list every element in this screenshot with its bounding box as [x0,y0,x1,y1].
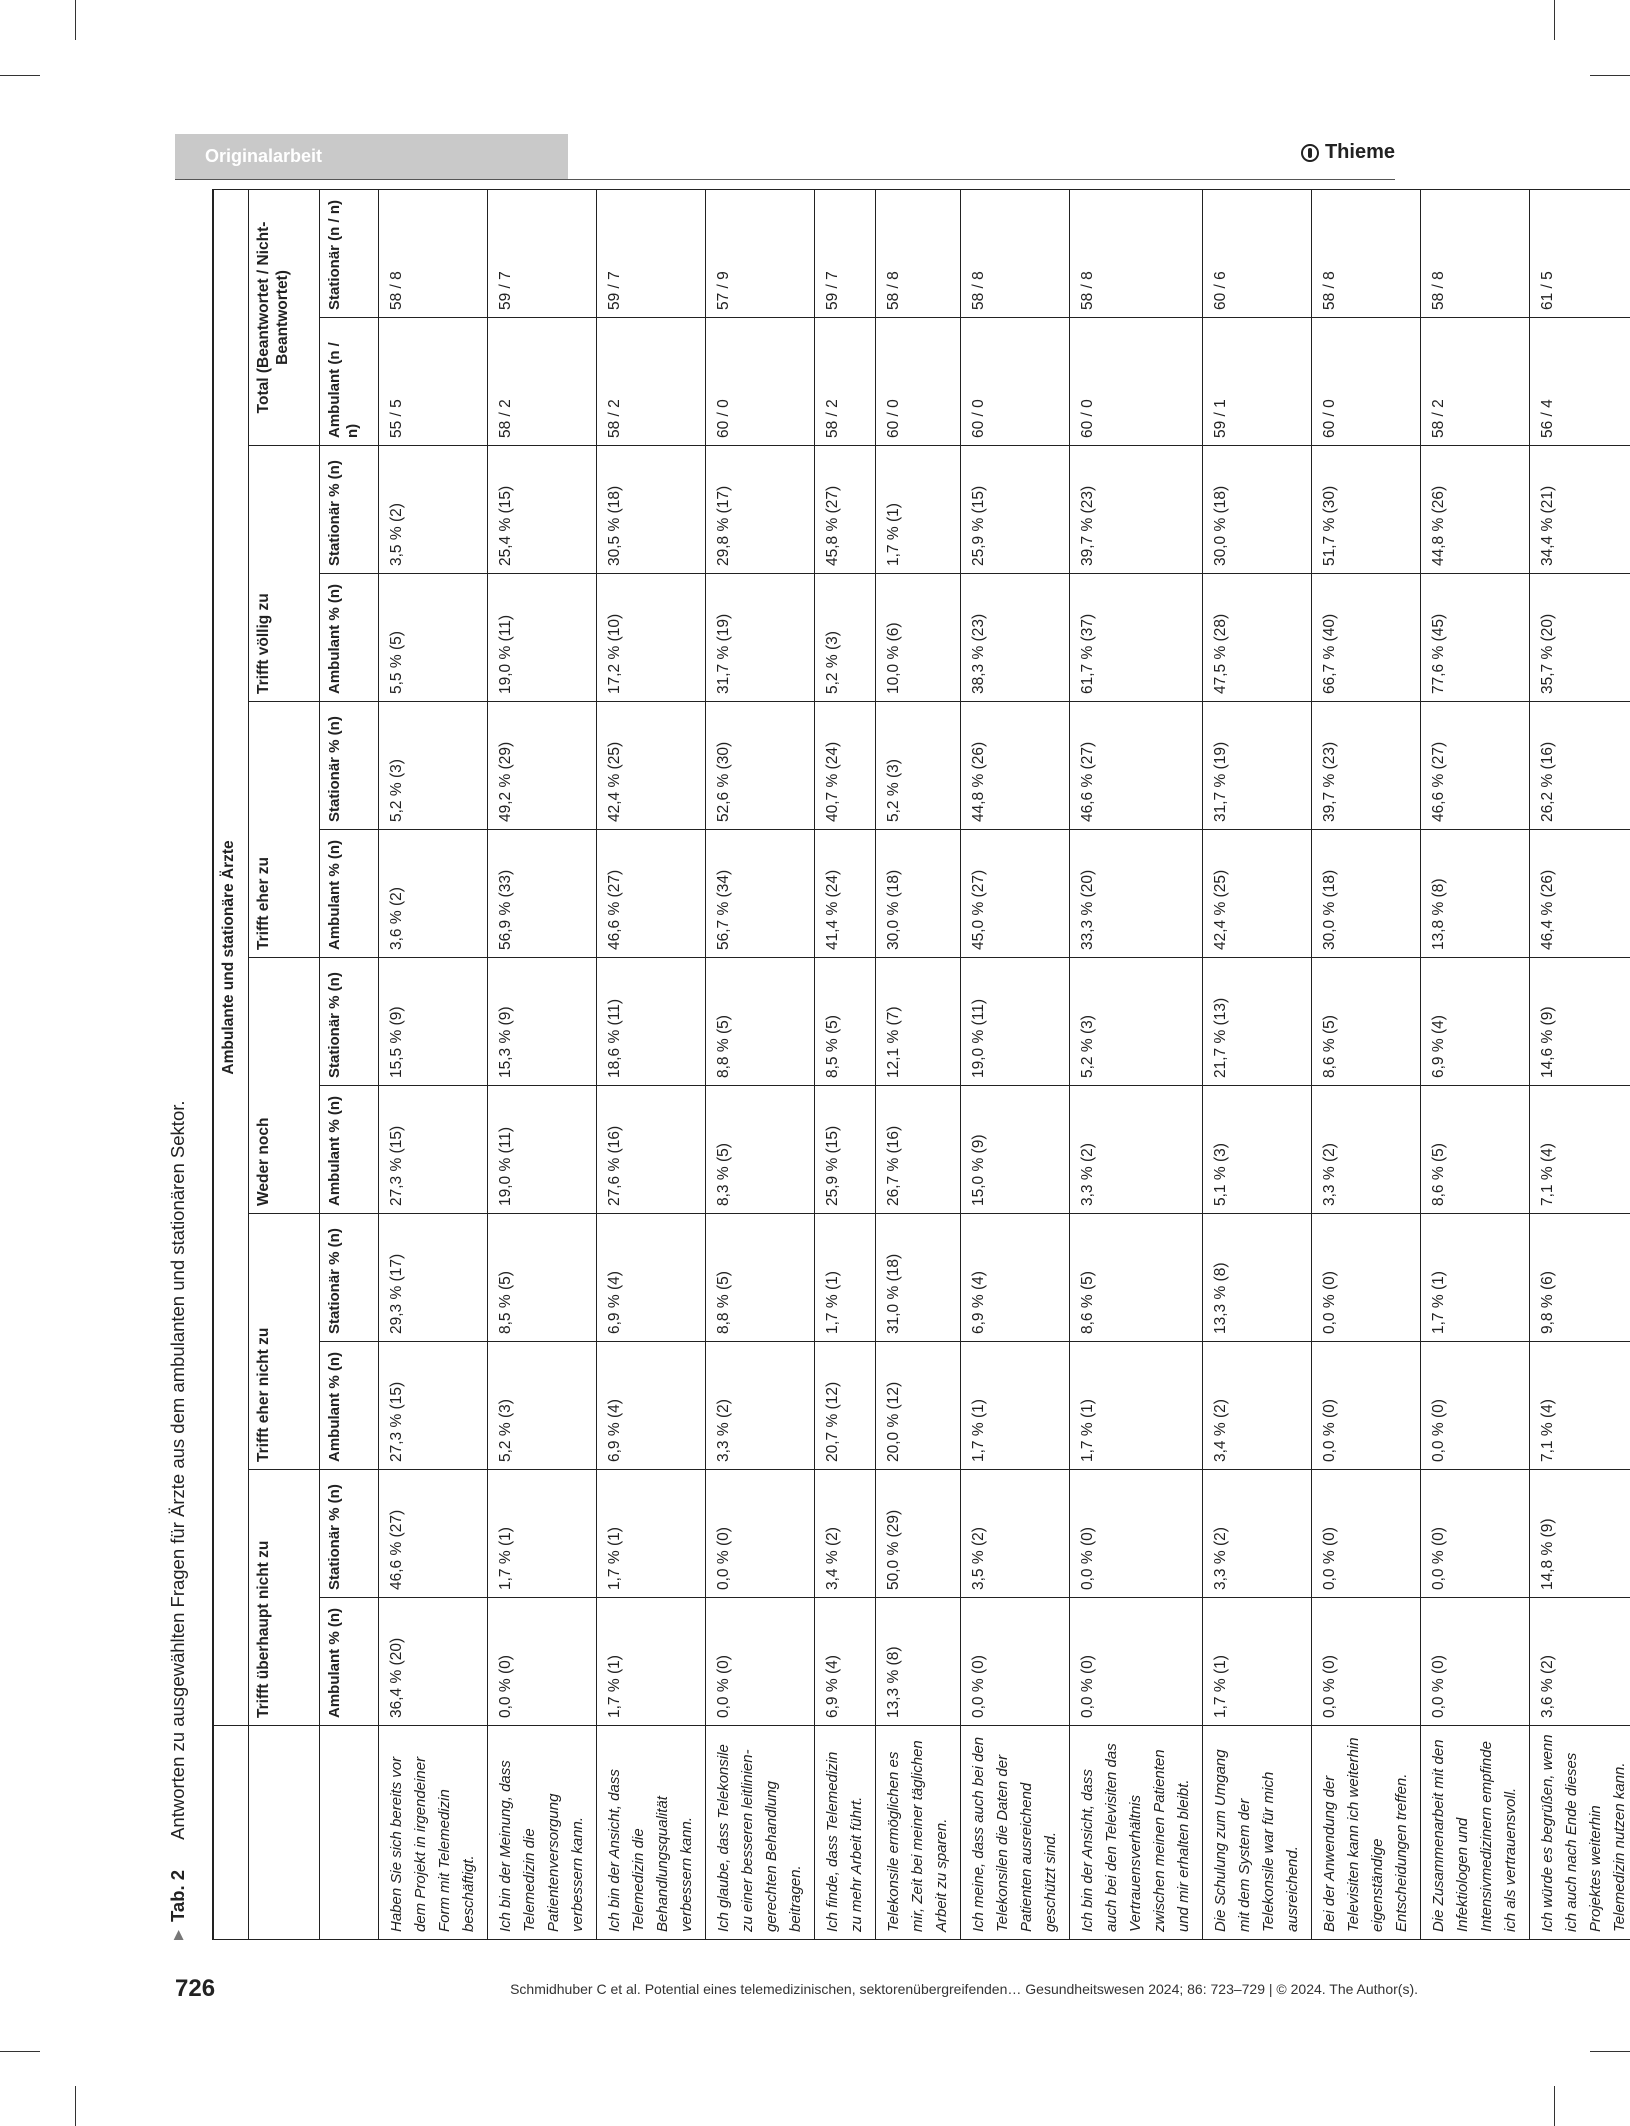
value-cell: 26,2 % (16) [1530,702,1630,830]
subheader: Ambulant (n / n) [320,318,379,446]
caption-label: Tab. 2 [167,1869,188,1922]
value-cell: 66,7 % (40) [1312,574,1421,702]
value-cell: 1,7 % (1) [876,446,961,574]
subheader: Stationär (n / n) [320,189,379,317]
crop-mark [0,75,40,76]
value-cell: 58 / 2 [815,318,876,446]
value-cell: 30,0 % (18) [1312,830,1421,958]
value-cell: 27,3 % (15) [379,1086,488,1214]
value-cell: 59 / 7 [815,189,876,317]
value-cell: 45,8 % (27) [815,446,876,574]
value-cell: 1,7 % (1) [597,1470,706,1598]
brand-name: Thieme [1324,141,1395,163]
subheader: Stationär % (n) [320,1214,379,1342]
value-cell: 57 / 9 [706,189,815,317]
header-rule [175,179,1395,180]
value-cell: 15,3 % (9) [488,958,597,1086]
value-cell: 19,0 % (11) [961,958,1070,1086]
value-cell: 13,3 % (8) [1203,1214,1312,1342]
value-cell: 3,4 % (2) [815,1470,876,1598]
value-cell: 55 / 5 [379,318,488,446]
value-cell: 0,0 % (0) [1421,1598,1530,1726]
value-cell: 10,0 % (6) [876,574,961,702]
group-header: Trifft überhaupt nicht zu [249,1470,320,1726]
value-cell: 39,7 % (23) [1070,446,1203,574]
group-header: Trifft eher nicht zu [249,1214,320,1470]
value-cell: 60 / 0 [1312,318,1421,446]
subheader: Stationär % (n) [320,1470,379,1598]
value-cell: 3,3 % (2) [1203,1470,1312,1598]
header-empty-cell [213,1726,249,1940]
value-cell: 0,0 % (0) [706,1598,815,1726]
value-cell: 34,4 % (21) [1530,446,1630,574]
value-cell: 7,1 % (4) [1530,1086,1630,1214]
value-cell: 6,9 % (4) [961,1214,1070,1342]
table-body [379,189,1630,1939]
subheader: Ambulant % (n) [320,574,379,702]
crop-mark [1554,2086,1555,2126]
value-cell: 58 / 2 [597,318,706,446]
question-cell: Ich glaube, dass Telekonsile zu einer besseren leitliniengerechten Behandlung beitragen. [706,1726,815,1940]
crop-mark [1590,75,1630,76]
value-cell: 0,0 % (0) [961,1598,1070,1726]
question-cell: Ich bin der Meinung, dass Telemedizin die Patientenversorgung verbessern kann. [488,1726,597,1940]
value-cell: 58 / 8 [1070,189,1203,317]
crop-mark [1554,0,1555,40]
value-cell: 17,2 % (10) [597,574,706,702]
subheader: Ambulant % (n) [320,1598,379,1726]
subheader: Ambulant % (n) [320,830,379,958]
table-row [1312,189,1421,1939]
value-cell: 56,9 % (33) [488,830,597,958]
value-cell: 60 / 0 [876,318,961,446]
value-cell: 0,0 % (0) [1312,1598,1421,1726]
caption-text: Antworten zu ausgewählten Fragen für Ärzte aus dem ambulanten und stationären Sektor. [167,1100,188,1840]
value-cell: 56 / 4 [1530,318,1630,446]
value-cell: 8,8 % (5) [706,958,815,1086]
value-cell: 0,0 % (0) [1312,1342,1421,1470]
value-cell: 61,7 % (37) [1070,574,1203,702]
value-cell: 3,3 % (2) [1070,1086,1203,1214]
value-cell: 61 / 5 [1530,189,1630,317]
subheader: Ambulant % (n) [320,1086,379,1214]
value-cell: 8,5 % (5) [815,958,876,1086]
value-cell: 29,3 % (17) [379,1214,488,1342]
value-cell: 13,3 % (8) [876,1598,961,1726]
question-cell: Haben Sie sich bereits vor dem Projekt in irgendeiner Form mit Telemedizin beschäftigt. [379,1726,488,1940]
publisher-brand [1301,141,1395,164]
value-cell: 46,6 % (27) [379,1470,488,1598]
value-cell: 6,9 % (4) [597,1342,706,1470]
value-cell: 0,0 % (0) [1070,1470,1203,1598]
value-cell: 36,4 % (20) [379,1598,488,1726]
value-cell: 5,2 % (3) [815,574,876,702]
value-cell: 0,0 % (0) [488,1598,597,1726]
table-row [876,189,961,1939]
question-cell: Bei der Anwendung der Televisiten kann ich weiterhin eigenständige Entscheidungen treffen. [1312,1726,1421,1940]
value-cell: 3,3 % (2) [706,1342,815,1470]
caption-triangle-icon: ▶ [170,1930,185,1940]
results-table [212,189,1630,1940]
table-row [597,189,706,1939]
value-cell: 15,5 % (9) [379,958,488,1086]
value-cell: 27,3 % (15) [379,1342,488,1470]
value-cell: 1,7 % (1) [488,1470,597,1598]
value-cell: 5,2 % (3) [379,702,488,830]
value-cell: 47,5 % (28) [1203,574,1312,702]
question-cell: Ich bin der Ansicht, dass auch bei den Televisiten das Vertrauensverhältnis zwischen meinen Patienten und mir erhalten bleibt. [1070,1726,1203,1940]
value-cell: 46,4 % (26) [1530,830,1630,958]
question-cell: Ich bin der Ansicht, dass Telemedizin die Behandlungsqualität verbessern kann. [597,1726,706,1940]
value-cell: 5,5 % (5) [379,574,488,702]
value-cell: 42,4 % (25) [597,702,706,830]
value-cell: 20,7 % (12) [815,1342,876,1470]
value-cell: 8,6 % (5) [1070,1214,1203,1342]
value-cell: 5,2 % (3) [1070,958,1203,1086]
value-cell: 1,7 % (1) [1203,1598,1312,1726]
thieme-logo-icon [1301,144,1319,162]
value-cell: 58 / 8 [379,189,488,317]
value-cell: 7,1 % (4) [1530,1342,1630,1470]
section-label: Originalarbeit [175,134,568,179]
value-cell: 46,6 % (27) [597,830,706,958]
question-cell: Die Schulung zum Umgang mit dem System der Telekonsile war für mich ausreichend. [1203,1726,1312,1940]
value-cell: 13,8 % (8) [1421,830,1530,958]
value-cell: 19,0 % (11) [488,1086,597,1214]
table-row [488,189,597,1939]
value-cell: 3,3 % (2) [1312,1086,1421,1214]
value-cell: 50,0 % (29) [876,1470,961,1598]
value-cell: 45,0 % (27) [961,830,1070,958]
value-cell: 12,1 % (7) [876,958,961,1086]
value-cell: 1,7 % (1) [961,1342,1070,1470]
table-row [706,189,815,1939]
value-cell: 39,7 % (23) [1312,702,1421,830]
value-cell: 35,7 % (20) [1530,574,1630,702]
footer-citation: Schmidhuber C et al. Potential eines telemedizinischen, sektorenübergreifenden… Gesundheitswesen 2024; 86: 723–729 | © 2024. The Author(s). [510,1981,1418,1997]
value-cell: 19,0 % (11) [488,574,597,702]
value-cell: 58 / 8 [1312,189,1421,317]
value-cell: 77,6 % (45) [1421,574,1530,702]
value-cell: 46,6 % (27) [1421,702,1530,830]
value-cell: 3,6 % (2) [379,830,488,958]
value-cell: 25,4 % (15) [488,446,597,574]
subheader: Stationär % (n) [320,446,379,574]
value-cell: 8,5 % (5) [488,1214,597,1342]
value-cell: 0,0 % (0) [1421,1342,1530,1470]
value-cell: 3,5 % (2) [961,1470,1070,1598]
group-header: Total (Beantwortet / Nicht-Beantwortet) [249,189,320,445]
subheader: Ambulant % (n) [320,1342,379,1470]
value-cell: 40,7 % (24) [815,702,876,830]
value-cell: 58 / 8 [876,189,961,317]
value-cell: 8,3 % (5) [706,1086,815,1214]
value-cell: 1,7 % (1) [1421,1214,1530,1342]
table-row [1421,189,1530,1939]
value-cell: 29,8 % (17) [706,446,815,574]
page-number: 726 [175,1975,216,2002]
value-cell: 8,6 % (5) [1312,958,1421,1086]
table-row [1070,189,1203,1939]
value-cell: 52,6 % (30) [706,702,815,830]
value-cell: 15,0 % (9) [961,1086,1070,1214]
value-cell: 6,9 % (4) [597,1214,706,1342]
value-cell: 58 / 2 [1421,318,1530,446]
value-cell: 49,2 % (29) [488,702,597,830]
crop-mark [0,2051,40,2052]
value-cell: 46,6 % (27) [1070,702,1203,830]
question-cell: Ich meine, dass auch bei den Telekonsilen die Daten der Patienten ausreichend geschützt sind. [961,1726,1070,1940]
crop-mark [75,0,76,40]
group-header: Weder noch [249,958,320,1214]
value-cell: 30,0 % (18) [876,830,961,958]
value-cell: 3,6 % (2) [1530,1598,1630,1726]
value-cell: 59 / 7 [597,189,706,317]
table-row [961,189,1070,1939]
question-cell: Telekonsile ermöglichen es mir, Zeit bei meiner täglichen Arbeit zu sparen. [876,1726,961,1940]
crop-mark [75,2086,76,2126]
subheader: Stationär % (n) [320,702,379,830]
value-cell: 3,5 % (2) [379,446,488,574]
value-cell: 31,7 % (19) [1203,702,1312,830]
table-row [1203,189,1312,1939]
value-cell: 31,7 % (19) [706,574,815,702]
value-cell: 5,2 % (3) [876,702,961,830]
value-cell: 51,7 % (30) [1312,446,1421,574]
value-cell: 8,8 % (5) [706,1214,815,1342]
value-cell: 58 / 8 [1421,189,1530,317]
value-cell: 41,4 % (24) [815,830,876,958]
value-cell: 25,9 % (15) [961,446,1070,574]
value-cell: 26,7 % (16) [876,1086,961,1214]
value-cell: 1,7 % (1) [815,1214,876,1342]
value-cell: 33,3 % (20) [1070,830,1203,958]
value-cell: 21,7 % (13) [1203,958,1312,1086]
value-cell: 60 / 0 [706,318,815,446]
top-header: Ambulante und stationäre Ärzte [213,189,249,1725]
value-cell: 1,7 % (1) [1070,1342,1203,1470]
table-row [379,189,488,1939]
value-cell: 59 / 1 [1203,318,1312,446]
value-cell: 14,6 % (9) [1530,958,1630,1086]
value-cell: 5,2 % (3) [488,1342,597,1470]
table-row [815,189,876,1939]
value-cell: 60 / 0 [1070,318,1203,446]
rotated-table-block [160,190,1628,1940]
table-caption [160,190,196,1940]
value-cell: 38,3 % (23) [961,574,1070,702]
value-cell: 30,5 % (18) [597,446,706,574]
value-cell: 0,0 % (0) [1070,1598,1203,1726]
value-cell: 60 / 6 [1203,189,1312,317]
value-cell: 6,9 % (4) [815,1598,876,1726]
header-empty-cell [249,1726,320,1940]
value-cell: 20,0 % (12) [876,1342,961,1470]
value-cell: 0,0 % (0) [706,1470,815,1598]
header-empty-cell [320,1726,379,1940]
value-cell: 0,0 % (0) [1421,1470,1530,1598]
group-header: Trifft eher zu [249,702,320,958]
value-cell: 0,0 % (0) [1312,1470,1421,1598]
value-cell: 58 / 8 [961,189,1070,317]
value-cell: 44,8 % (26) [961,702,1070,830]
crop-mark [1590,2051,1630,2052]
value-cell: 5,1 % (3) [1203,1086,1312,1214]
value-cell: 3,4 % (2) [1203,1342,1312,1470]
value-cell: 25,9 % (15) [815,1086,876,1214]
value-cell: 44,8 % (26) [1421,446,1530,574]
value-cell: 31,0 % (18) [876,1214,961,1342]
question-cell: Ich finde, dass Telemedizin zu mehr Arbeit führt. [815,1726,876,1940]
question-cell: Ich würde es begrüßen, wenn ich auch nach Ende dieses Projektes weiterhin Telemedizin nutzen kann. [1530,1726,1630,1940]
group-header: Trifft völlig zu [249,446,320,702]
value-cell: 58 / 2 [488,318,597,446]
value-cell: 8,6 % (5) [1421,1086,1530,1214]
value-cell: 30,0 % (18) [1203,446,1312,574]
value-cell: 18,6 % (11) [597,958,706,1086]
value-cell: 9,8 % (6) [1530,1214,1630,1342]
value-cell: 0,0 % (0) [1312,1214,1421,1342]
value-cell: 56,7 % (34) [706,830,815,958]
value-cell: 1,7 % (1) [597,1598,706,1726]
value-cell: 42,4 % (25) [1203,830,1312,958]
value-cell: 14,8 % (9) [1530,1470,1630,1598]
subheader: Stationär % (n) [320,958,379,1086]
value-cell: 59 / 7 [488,189,597,317]
question-cell: Die Zusammenarbeit mit den Infektiologen und Intensivmedizinern empfinde ich als vertrauensvoll. [1421,1726,1530,1940]
value-cell: 27,6 % (16) [597,1086,706,1214]
table-row [1530,189,1630,1939]
value-cell: 60 / 0 [961,318,1070,446]
value-cell: 6,9 % (4) [1421,958,1530,1086]
